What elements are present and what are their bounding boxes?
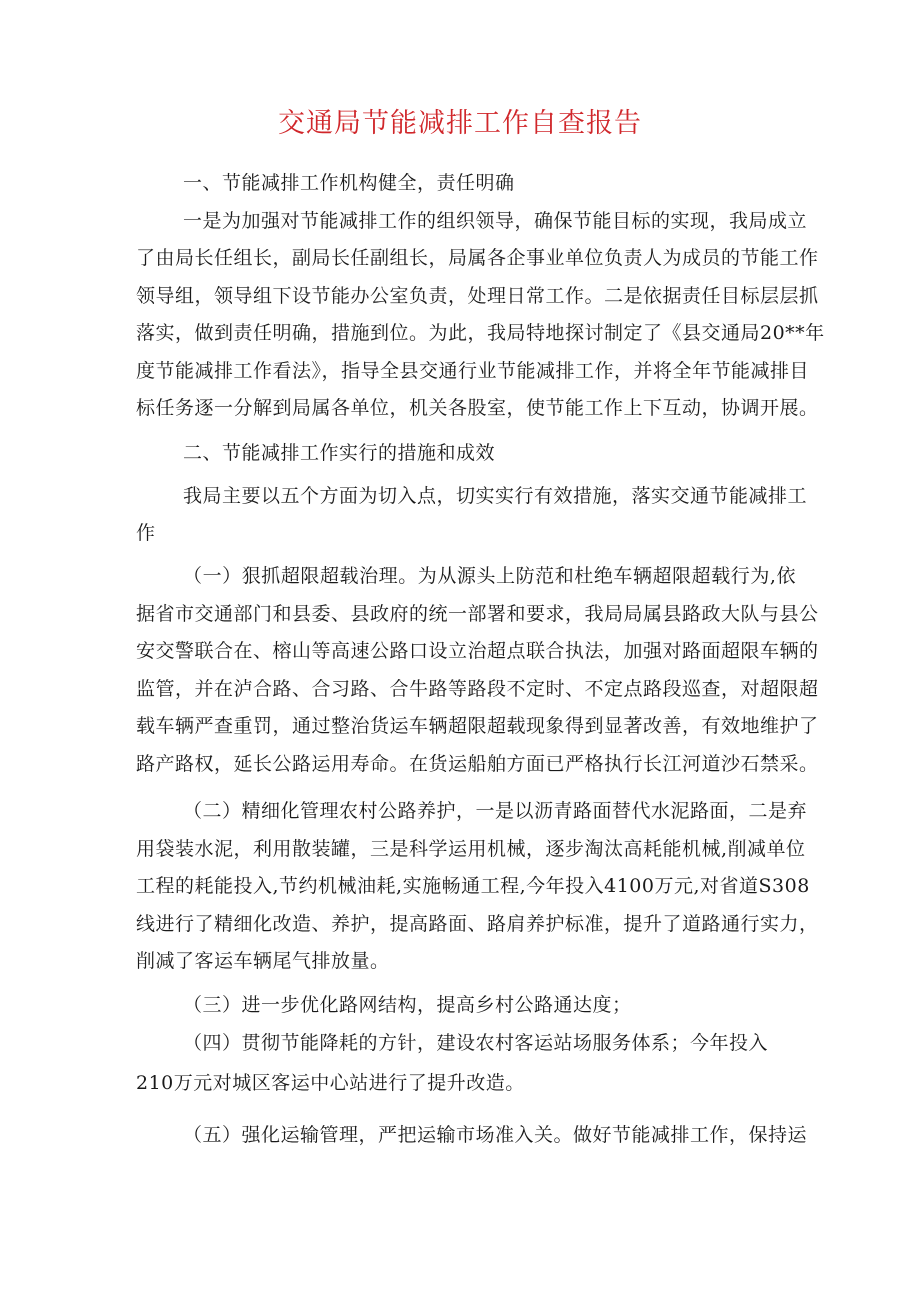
paragraph-line: （二）精细化管理农村公路养护，一是以沥青路面替代水泥路面，二是弃 xyxy=(183,800,808,822)
paragraph-line: 载车辆严查重罚，通过整治货运车辆超限超载现象得到显著改善，有效地维护了 xyxy=(136,715,819,737)
paragraph-line: 我局主要以五个方面为切入点，切实实行有效措施，落实交通节能减排工 xyxy=(183,485,808,507)
paragraph-line: 了由局长任组长，副局长任副组长，局属各企事业单位负责人为成员的节能工作 xyxy=(136,247,819,269)
paragraph-line: 监管，并在泸合路、合习路、合牛路等路段不定时、不定点路段巡查，对超限超 xyxy=(136,678,819,700)
paragraph-line: 路产路权，延长公路运用寿命。在货运船舶方面已严格执行长江河道沙石禁采。 xyxy=(136,753,819,775)
paragraph-line: 标任务逐一分解到局属各单位，机关各股室，使节能工作上下互动，协调开展。 xyxy=(136,397,819,419)
paragraph-line: 一是为加强对节能减排工作的组织领导，确保节能目标的实现，我局成立 xyxy=(183,210,808,232)
section-heading-2: 二、节能减排工作实行的措施和成效 xyxy=(183,442,496,464)
paragraph-line: 据省市交通部门和县委、县政府的统一部署和要求，我局局属县路政大队与县公 xyxy=(136,603,819,625)
paragraph-line: 度节能减排工作看法》，指导全县交通行业节能减排工作，并将全年节能减排目 xyxy=(136,360,810,382)
section-heading-1: 一、节能减排工作机构健全，责任明确 xyxy=(183,172,515,194)
paragraph-line: （三）进一步优化路网结构，提高乡村公路通达度； xyxy=(183,994,632,1016)
paragraph-line: 安交警联合在、榕山等高速公路口设立治超点联合执法，加强对路面超限车辆的 xyxy=(136,640,819,662)
paragraph-line: 落实，做到责任明确，措施到位。为此，我局特地探讨制定了《县交通局20**年 xyxy=(136,322,825,344)
paragraph-line: 210万元对城区客运中心站进行了提升改造。 xyxy=(136,1072,525,1094)
paragraph-line: （四）贯彻节能降耗的方针，建设农村客运站场服务体系；今年投入 xyxy=(183,1032,769,1054)
paragraph-line: 工程的耗能投入,节约机械油耗,实施畅通工程,今年投入4100万元,对省道S308 xyxy=(136,875,810,897)
paragraph-line: （一）狠抓超限超载治理。为从源头上防范和杜绝车辆超限超载行为,依 xyxy=(183,565,796,587)
paragraph-line: 作 xyxy=(136,522,156,544)
paragraph-line: 用袋装水泥，利用散装罐，三是科学运用机械，逐步淘汰高耗能机械,削减单位 xyxy=(136,838,806,860)
paragraph-line: 领导组，领导组下设节能办公室负责，处理日常工作。二是依据责任目标层层抓 xyxy=(136,285,819,307)
paragraph-line: （五）强化运输管理，严把运输市场准入关。做好节能减排工作，保持运 xyxy=(183,1124,808,1146)
paragraph-line: 削减了客运车辆尾气排放量。 xyxy=(136,950,390,972)
paragraph-line: 线进行了精细化改造、养护，提高路面、路肩养护标准，提升了道路通行实力， xyxy=(136,913,819,935)
document-title: 交通局节能减排工作自查报告 xyxy=(278,108,642,139)
